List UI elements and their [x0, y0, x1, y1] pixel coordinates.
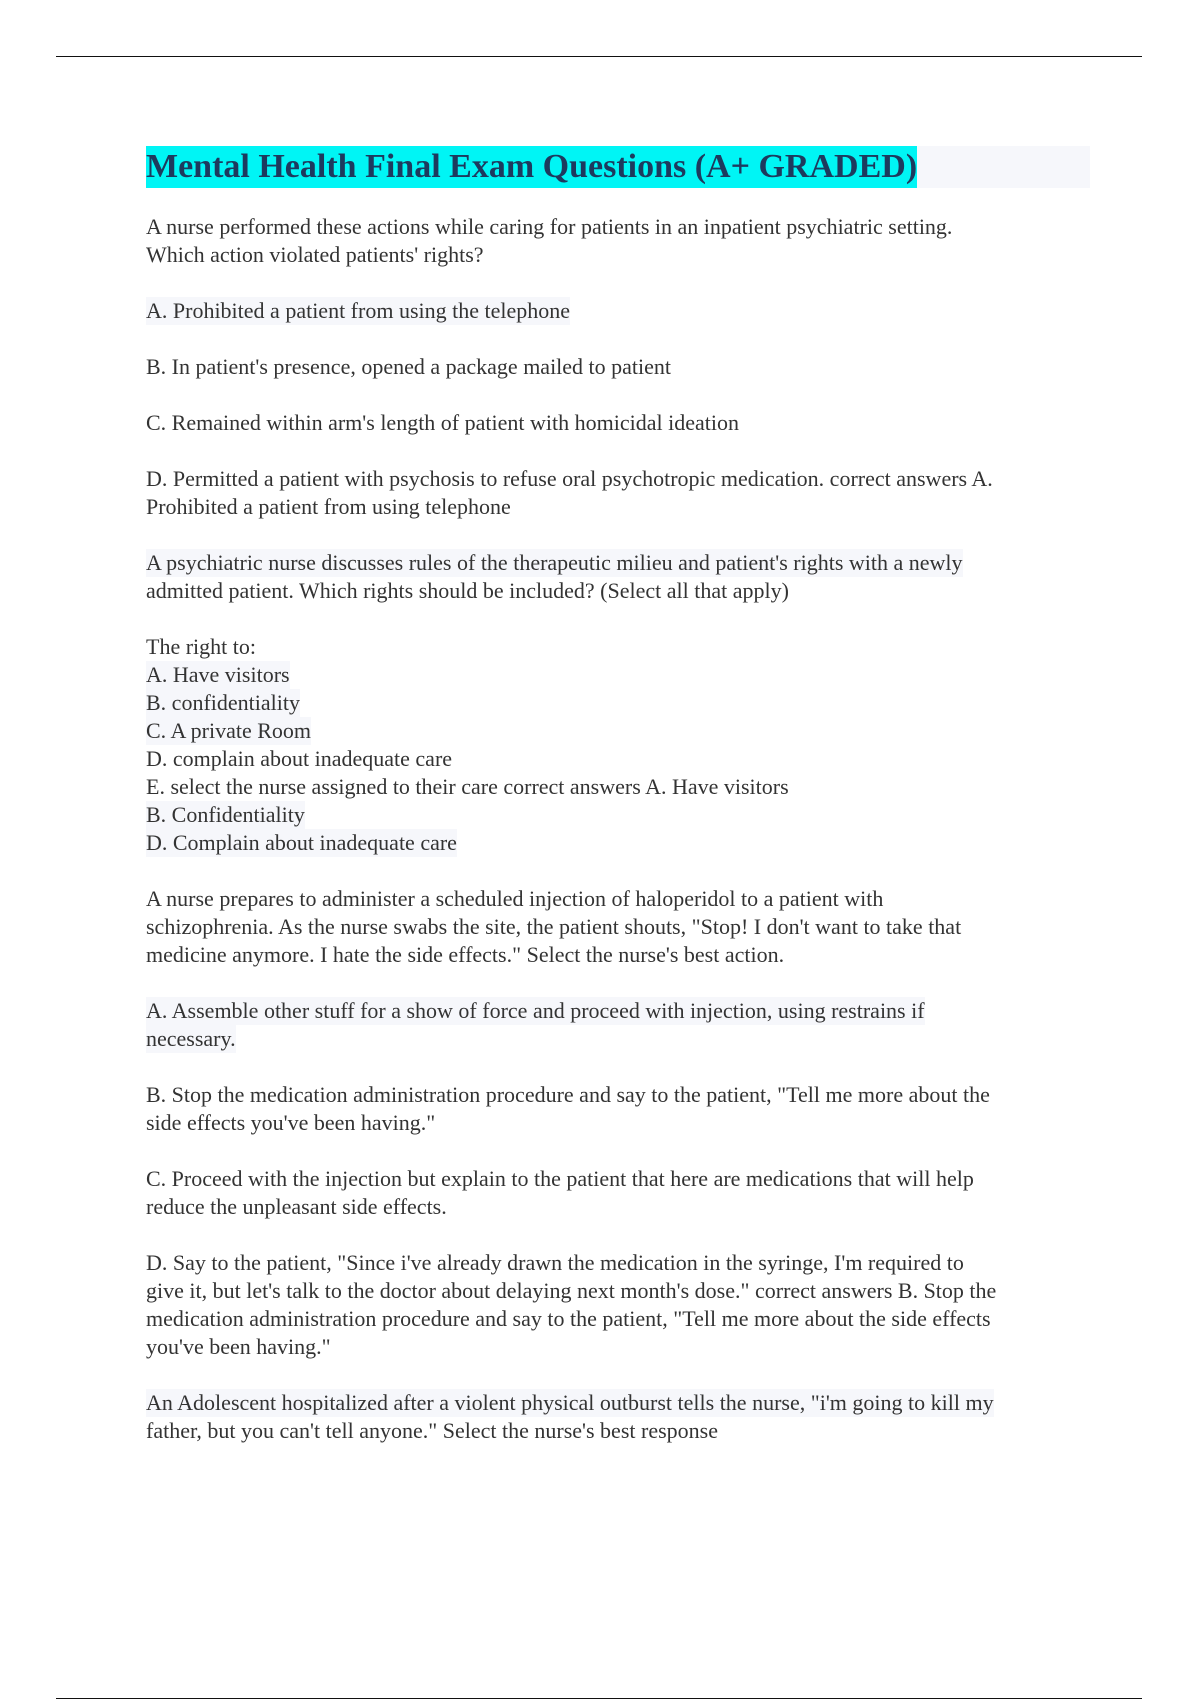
text-line: B. In patient's presence, opened a package mailed to patient [146, 354, 672, 379]
text-line: D. Say to the patient, "Since i've already drawn the medication in the syringe, I'm required to [146, 1250, 964, 1275]
question-4-stem [146, 1389, 1090, 1445]
question-3-option-a [146, 997, 1090, 1053]
text-line: B. confidentiality [146, 690, 300, 715]
document-title: Mental Health Final Exam Questions (A+ GRADED) [146, 146, 917, 188]
text-line: A nurse prepares to administer a scheduled injection of haloperidol to a patient with [146, 886, 884, 911]
text-line: necessary. [146, 1026, 236, 1051]
question-3-option-c [146, 1165, 1090, 1221]
title-row [146, 146, 1090, 188]
text-line: B. Stop the medication administration procedure and say to the patient, "Tell me more about the [146, 1082, 990, 1107]
question-1-option-a [146, 297, 1090, 325]
text-line: A. Assemble other stuff for a show of force and proceed with injection, using restrains if [146, 998, 925, 1023]
text-line: C. Proceed with the injection but explain to the patient that here are medications that will help [146, 1166, 974, 1191]
text-line: An Adolescent hospitalized after a violent physical outburst tells the nurse, "i'm going to kill my [146, 1390, 994, 1415]
text-line: side effects you've been having." [146, 1110, 436, 1135]
text-line: Which action violated patients' rights? [146, 242, 484, 267]
question-2-stem [146, 549, 1090, 605]
top-rule [56, 56, 1142, 57]
question-1-option-d-answer [146, 465, 1090, 521]
text-line: you've been having." [146, 1334, 331, 1359]
bottom-rule [56, 1698, 1142, 1699]
text-line: C. A private Room [146, 718, 311, 743]
text-line: medication administration procedure and say to the patient, "Tell me more about the side effects [146, 1306, 991, 1331]
question-1-option-b [146, 353, 1090, 381]
document-body [146, 146, 1090, 1473]
text-line: A. Have visitors [146, 662, 290, 687]
question-3-option-d-answer [146, 1249, 1090, 1361]
text-line: A nurse performed these actions while caring for patients in an inpatient psychiatric setting. [146, 214, 953, 239]
text-line: A psychiatric nurse discusses rules of the therapeutic milieu and patient's rights with a newly [146, 550, 963, 575]
text-line: The right to: [146, 634, 256, 659]
text-line: C. Remained within arm's length of patient with homicidal ideation [146, 410, 739, 435]
question-3-stem [146, 885, 1090, 969]
text-line: A. Prohibited a patient from using the telephone [146, 298, 571, 323]
text-line: admitted patient. Which rights should be included? (Select all that apply) [146, 578, 789, 603]
text-line: E. select the nurse assigned to their care correct answers A. Have visitors [146, 774, 789, 799]
text-line: give it, but let's talk to the doctor about delaying next month's dose." correct answers B. Stop the [146, 1278, 997, 1303]
text-line: schizophrenia. As the nurse swabs the site, the patient shouts, "Stop! I don't want to take that [146, 914, 962, 939]
text-line: D. Permitted a patient with psychosis to refuse oral psychotropic medication. correct answers A. [146, 466, 993, 491]
question-1-stem [146, 213, 1090, 269]
question-2-options-answer [146, 633, 1090, 857]
question-3-option-b [146, 1081, 1090, 1137]
text-line: D. complain about inadequate care [146, 746, 453, 771]
question-1-option-c [146, 409, 1090, 437]
text-line: B. Confidentiality [146, 802, 305, 827]
text-line: D. Complain about inadequate care [146, 830, 457, 855]
text-line: Prohibited a patient from using telephone [146, 494, 511, 519]
text-line: medicine anymore. I hate the side effects." Select the nurse's best action. [146, 942, 785, 967]
text-line: reduce the unpleasant side effects. [146, 1194, 447, 1219]
text-line: father, but you can't tell anyone." Select the nurse's best response [146, 1418, 718, 1443]
